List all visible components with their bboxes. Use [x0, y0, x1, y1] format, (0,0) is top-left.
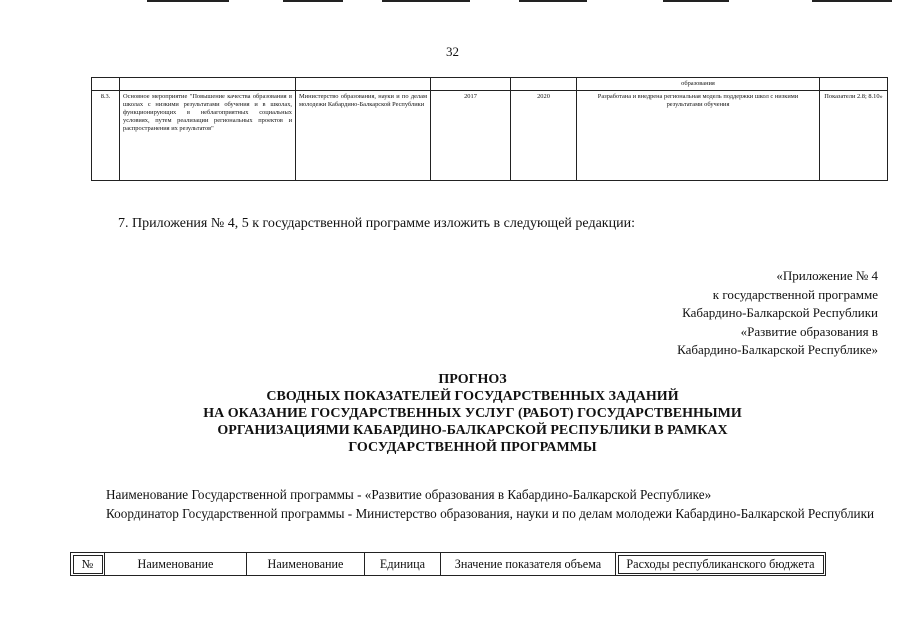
appendix-line: к государственной программе	[712, 286, 878, 302]
column-header: Наименование	[247, 553, 365, 576]
heading-line: НА ОКАЗАНИЕ ГОСУДАРСТВЕННЫХ УСЛУГ (РАБОТ) ГОСУДАРСТВЕННЫМИ	[203, 406, 742, 421]
end-year-cell: 2020	[511, 91, 577, 181]
page-top-line	[663, 0, 729, 2]
table-cell: образования	[577, 78, 820, 91]
document-heading	[60, 371, 885, 456]
appendix-line: «Приложение № 4	[776, 268, 878, 283]
forecast-table	[70, 552, 826, 576]
paragraph-7: 7. Приложения № 4, 5 к государственной программе изложить в следующей редакции:	[118, 216, 635, 231]
row-number-cell: 8.3.	[92, 91, 120, 181]
page-top-line	[283, 0, 343, 2]
start-year-cell: 2017	[431, 91, 511, 181]
heading-line: ОРГАНИЗАЦИЯМИ КАБАРДИНО-БАЛКАРСКОЙ РЕСПУБЛИКИ В РАМКАХ	[217, 423, 728, 438]
heading-line: ПРОГНОЗ	[438, 372, 507, 387]
column-header: Наименование	[105, 553, 247, 576]
column-header: №	[71, 553, 105, 576]
appendix-line: Кабардино-Балкарской Республике»	[677, 342, 878, 357]
heading-line: ГОСУДАРСТВЕННОЙ ПРОГРАММЫ	[348, 440, 597, 455]
appendix-line: Кабардино-Балкарской Республики	[682, 305, 878, 320]
column-header: Единица	[365, 553, 441, 576]
page-top-line	[382, 0, 470, 2]
appendix-caption	[677, 267, 878, 360]
page-top-line	[147, 0, 229, 2]
page-top-line	[812, 0, 892, 2]
measures-table	[91, 77, 888, 181]
column-header: Значение показателя объема	[441, 553, 616, 576]
column-header: Расходы республиканского бюджета	[616, 553, 826, 576]
event-cell: Основное мероприятие "Повышение качества образования в школах с низкими результатами обучения и в школах, функционирующих в неблагоприятных социальных условиях, путем реализации региональных проектов и распространения их результатов"	[120, 91, 296, 181]
table-row	[92, 78, 888, 91]
executor-cell: Министерство образования, науки и по делам молодежи Кабардино-Балкарской Республики	[296, 91, 431, 181]
indicators-cell: Показатели 2.8; 8.10»	[820, 91, 888, 181]
page-number: 32	[446, 44, 459, 59]
appendix-line: «Развитие образования в	[740, 323, 878, 339]
page-top-line	[519, 0, 587, 2]
program-coordinator: Координатор Государственной программы - Министерство образования, науки и по делам молодежи Кабардино-Балкарской Республики	[106, 506, 875, 521]
table-header-row	[71, 553, 826, 576]
program-name: Наименование Государственной программы - «Развитие образования в Кабардино-Балкарской Республике»	[106, 487, 712, 502]
heading-line: СВОДНЫХ ПОКАЗАТЕЛЕЙ ГОСУДАРСТВЕННЫХ ЗАДАНИЙ	[266, 389, 679, 404]
table-row	[92, 91, 888, 181]
result-cell: Разработана и внедрена региональная модель поддержки школ с низкими результатами обучения	[577, 91, 820, 181]
